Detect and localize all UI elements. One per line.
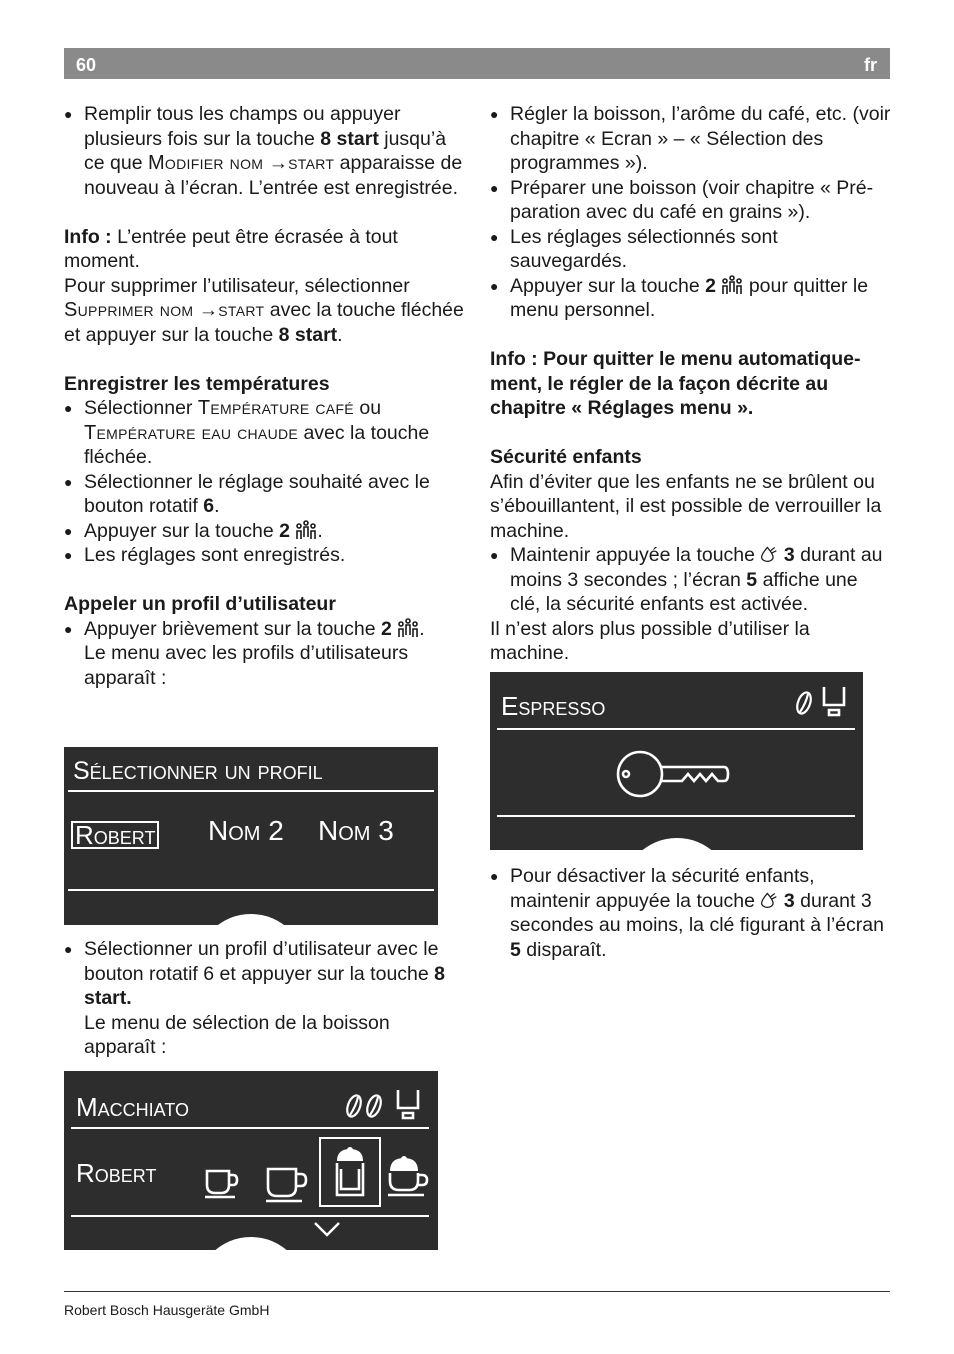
list-item: ● Remplir tous les champs ou appuyer plusieurs fois sur la touche 8 start jusqu’à ce que Modifier nom →start apparaisse de nouveau à l’écran. L’entrée est enregistrée. (64, 102, 466, 200)
large-cup-icon[interactable] (264, 1165, 310, 1203)
arrow-right-icon: → (198, 299, 219, 321)
info-paragraph: Info : L’entrée peut être écrasée à tout moment. (64, 225, 398, 272)
cup-size-icon (395, 1087, 421, 1121)
key-icon (616, 748, 730, 800)
list-item: ● Les réglages sélectionnés sont sauvegardés. (490, 225, 892, 274)
list-item: ● Régler la boisson, l’arôme du café, etc. (voir chapitre « Ecran » – « Sélection des programmes »). (490, 102, 892, 176)
profile-option: Nom 3 (318, 815, 394, 846)
arrow-right-icon: → (268, 152, 289, 174)
paragraph: Il n’est alors plus possible d’utiliser la machine. (490, 617, 810, 664)
user-name: Robert (76, 1158, 157, 1188)
rotary-knob (196, 914, 306, 925)
rotary-knob (196, 1237, 306, 1250)
paragraph: Afin d’éviter que les enfants ne se brûlent ou s’ébouillantent, il est possible de verrouiller la machine. (490, 470, 882, 542)
display-title: Espresso (501, 691, 606, 721)
section-heading: Enregistrer les températures (64, 372, 330, 395)
coffee-strength-icon (790, 688, 818, 718)
cup-icon[interactable] (203, 1165, 243, 1199)
display-title: Sélectionner un profil (73, 757, 323, 785)
coffee-strength-icon (344, 1091, 392, 1121)
care-drop-icon (760, 890, 778, 910)
list-item: ● Appuyer brièvement sur la touche 2 . Le menu avec les profils d’utilisateurs apparaît : (64, 617, 466, 691)
page-header (64, 48, 890, 79)
section-heading: Appeler un profil d’utilisateur (64, 593, 336, 615)
list-item: ● Pour désactiver la sécurité enfants, maintenir appuyée la touche 3 durant 3 secondes au moins, la clé figurant à l’écran 5 disparaît. (490, 864, 892, 962)
left-column-lower (64, 937, 466, 1060)
section-heading: Sécurité enfants (490, 446, 642, 468)
chevron-down-icon[interactable] (313, 1221, 341, 1237)
left-column (64, 102, 466, 690)
list-item: ● Appuyer sur la touche 2 pour quitter le menu personnel. (490, 274, 892, 323)
right-column-lower (490, 864, 892, 962)
info-paragraph: Info : Pour quitter le menu automatiquement, le régler de la façon décrite au chapitre « Réglages menu ». (490, 348, 861, 419)
list-item: ● Appuyer sur la touche 2 . (64, 519, 466, 544)
profile-option-selected: Robert (71, 821, 159, 849)
list-item: ● Maintenir appuyée la touche 3 durant au moins 3 secondes ; l’écran 5 affiche une clé, la sécurité enfants est activée. (490, 543, 892, 617)
care-drop-icon (760, 544, 778, 564)
latte-glass-icon (333, 1145, 367, 1201)
display-title: Macchiato (76, 1092, 190, 1122)
user-profiles-icon (721, 275, 743, 295)
display-profile-selection (64, 747, 438, 925)
cappuccino-cup-icon[interactable] (386, 1153, 432, 1199)
list-item: ● Sélectionner Température café ou Température eau chaude avec la touche fléchée. (64, 396, 466, 470)
user-profiles-icon (397, 618, 419, 638)
page-number: 60 (76, 55, 97, 75)
footer-divider (64, 1291, 890, 1292)
cup-size-icon (821, 684, 847, 718)
user-profiles-icon (295, 520, 317, 540)
selected-drink-frame[interactable] (319, 1137, 381, 1207)
list-item: ● Préparer une boisson (voir chapitre « Préparation avec du café en grains »). (490, 176, 892, 225)
delete-user-paragraph: Pour supprimer l’utilisateur, sélectionner Supprimer nom →start avec la touche fléchée et appuyer sur la touche 8 start. (64, 274, 464, 346)
right-column (490, 102, 892, 666)
list-item: ● Sélectionner le réglage souhaité avec le bouton rotatif 6. (64, 470, 466, 519)
display-drink-selection (64, 1071, 438, 1250)
profile-option: Nom 2 (208, 815, 284, 846)
language-code: fr (864, 55, 877, 75)
rotary-knob (622, 838, 732, 850)
list-item: ● Sélectionner un profil d’utilisateur avec le bouton rotatif 6 et appuyer sur la touche 8 start. Le menu de sélection de la boisson apparaît : (64, 937, 466, 1060)
footer-text: Robert Bosch Hausgeräte GmbH (64, 1302, 270, 1318)
display-child-lock (490, 672, 863, 850)
list-item: ● Les réglages sont enregistrés. (64, 543, 466, 568)
